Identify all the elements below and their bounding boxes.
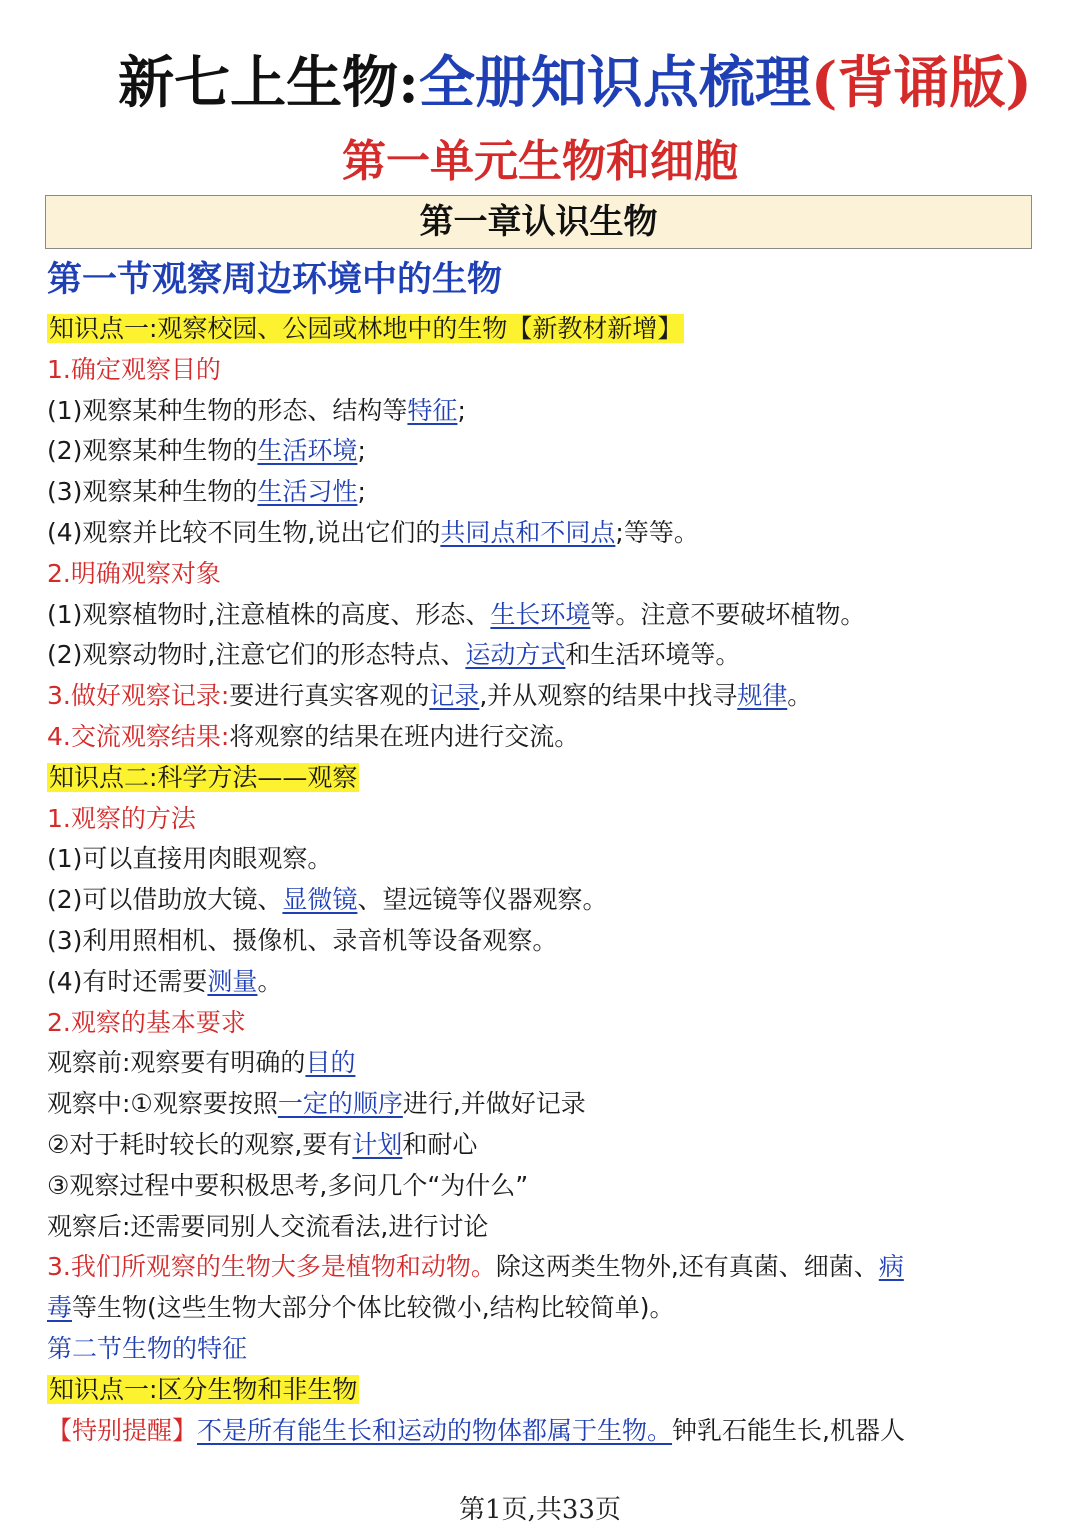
keyword: 生活环境 bbox=[257, 436, 358, 466]
item-heading: 1.观察的方法 bbox=[47, 803, 196, 833]
keyword: 毒 bbox=[47, 1293, 73, 1323]
keyword: 运动方式 bbox=[465, 640, 566, 670]
page-title bbox=[0, 48, 1080, 118]
text-line: ③观察过程中要积极思考,多问几个“为什么” bbox=[47, 1170, 529, 1200]
text-line: (2)观察动物时,注意它们的形态特点、运动方式和生活环境等。 bbox=[47, 640, 741, 670]
text-line: 观察前:观察要有明确的目的 bbox=[47, 1048, 356, 1078]
text-line: 毒等生物(这些生物大部分个体比较微小,结构比较简单)。 bbox=[47, 1293, 675, 1323]
keyword: 病 bbox=[878, 1252, 904, 1282]
keyword: 规律 bbox=[737, 681, 788, 711]
section-title: 第一节观察周边环境中的生物 bbox=[47, 260, 503, 300]
title-main: 全册知识点梳理 bbox=[418, 50, 811, 116]
item-heading: 2.明确观察对象 bbox=[47, 558, 221, 588]
keyword: 记录 bbox=[429, 681, 480, 711]
page-footer: 第1页,共33页 bbox=[459, 1495, 621, 1525]
text-line: (1)可以直接用肉眼观察。 bbox=[47, 844, 333, 874]
title-version: (背诵版) bbox=[810, 50, 1032, 116]
keyword: 生活习性 bbox=[257, 477, 358, 507]
text-line: (4)观察并比较不同生物,说出它们的共同点和不同点;等等。 bbox=[47, 517, 699, 547]
keyword: 一定的顺序 bbox=[277, 1089, 403, 1119]
document-body bbox=[47, 309, 1047, 1451]
item-heading: 1.确定观察目的 bbox=[47, 354, 221, 384]
reminder-label: 【特别提醒】 bbox=[47, 1415, 198, 1445]
knowledge-point-label: 知识点二:科学方法——观察 bbox=[49, 762, 358, 792]
text-line: ②对于耗时较长的观察,要有计划和耐心 bbox=[47, 1129, 478, 1159]
text-line: (4)有时还需要测量。 bbox=[47, 966, 283, 996]
keyword: 显微镜 bbox=[282, 885, 358, 915]
item-heading: 4.交流观察结果: bbox=[47, 721, 230, 751]
text-line: (1)观察植物时,注意植株的高度、形态、生长环境等。注意不要破坏植物。 bbox=[47, 599, 866, 629]
text-line: 3.我们所观察的生物大多是植物和动物。除这两类生物外,还有真菌、细菌、病 bbox=[47, 1252, 904, 1282]
title-subject: 新七上生物: bbox=[118, 50, 419, 116]
text-line: (1)观察某种生物的形态、结构等特征; bbox=[47, 395, 466, 425]
keyword: 不是所有能生长和运动的物体都属于生物。 bbox=[197, 1415, 673, 1445]
text-line: (3)利用照相机、摄像机、录音机等设备观察。 bbox=[47, 925, 558, 955]
knowledge-point-label: 知识点一:区分生物和非生物 bbox=[49, 1374, 358, 1404]
text-line: (2)观察某种生物的生活环境; bbox=[47, 436, 366, 466]
keyword: 生长环境 bbox=[490, 599, 591, 629]
text-line: (3)观察某种生物的生活习性; bbox=[47, 477, 366, 507]
unit-title: 第一单元生物和细胞 bbox=[342, 136, 738, 187]
keyword: 测量 bbox=[207, 966, 258, 996]
keyword: 特征 bbox=[407, 395, 458, 425]
item-heading: 2.观察的基本要求 bbox=[47, 1007, 246, 1037]
chapter-title: 第一章认识生物 bbox=[45, 195, 1032, 249]
knowledge-point-label: 知识点一:观察校园、公园或林地中的生物【新教材新增】 bbox=[49, 314, 683, 343]
item-heading: 3.我们所观察的生物大多是植物和动物。 bbox=[47, 1252, 496, 1282]
text-line: 3.做好观察记录:要进行真实客观的记录,并从观察的结果中找寻规律。 bbox=[47, 681, 813, 711]
keyword: 计划 bbox=[352, 1129, 403, 1159]
text-line: 观察中:①观察要按照一定的顺序进行,并做好记录 bbox=[47, 1089, 586, 1119]
text-line: 4.交流观察结果:将观察的结果在班内进行交流。 bbox=[47, 721, 580, 751]
text-line: 观察后:还需要同别人交流看法,进行讨论 bbox=[47, 1211, 489, 1241]
item-heading: 3.做好观察记录: bbox=[47, 681, 230, 711]
text-line: 【特别提醒】不是所有能生长和运动的物体都属于生物。钟乳石能生长,机器人 bbox=[47, 1415, 905, 1445]
section-subtitle: 第二节生物的特征 bbox=[47, 1333, 248, 1363]
keyword: 共同点和不同点 bbox=[440, 517, 616, 547]
keyword: 目的 bbox=[305, 1048, 356, 1078]
text-line: (2)可以借助放大镜、显微镜、望远镜等仪器观察。 bbox=[47, 885, 608, 915]
